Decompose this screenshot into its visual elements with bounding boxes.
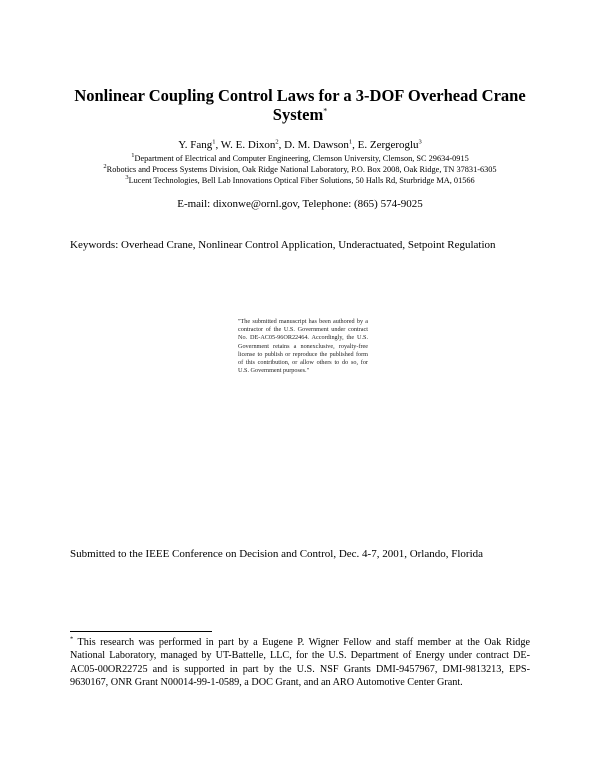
author-name: W. E. Dixon	[220, 139, 276, 151]
keywords: Keywords: Overhead Crane, Nonlinear Control Application, Underactuated, Setpoint Regulation	[70, 239, 496, 251]
author-name: Y. Fang	[178, 139, 213, 151]
author-affiliation-number: 1	[348, 138, 353, 146]
affiliation-line: $^1$Department of Electrical and Computer Engineering, Clemson University, Clemson, SC 29634-0915	[131, 152, 469, 163]
contact-info: E-mail: dixonwe@ornl.gov, Telephone: (865) 574-9025	[177, 198, 423, 210]
author-affiliation-number: 2	[275, 138, 279, 146]
footnote-marker: *	[70, 635, 74, 643]
author-name: D. M. Dawson	[284, 139, 349, 151]
footnote-text: This research was performed in part by a Eugene P. Wigner Fellow and staff member at the Oak Ridge National Laboratory, managed by UT-Battelle, LLC, for the U.S. Department of Energy under contract DE-AC05-00OR22725 and is supported in part by the U.S. NSF Grants DMI-9457967, DMI-9813213, EPS-9630167, ONR Grant N00014-99-1-0589, a DOC Grant, and an ARO Automotive Center Grant.	[70, 637, 530, 688]
affiliation-line: $^2$Robotics and Process Systems Division, Oak Ridge National Laboratory, P.O. Box 2008, Oak Ridge, TN 37831-6305	[103, 163, 497, 174]
title-footnote-marker: *	[323, 106, 328, 116]
copyright-notice: "The submitted manuscript has been authored by a contractor of the U.S. Government under contract No. DE-AC05-96OR22464. Accordingly, the U.S. Government retains a nonexclusive, royalty-free license to publish or reproduce the published form of this contribution, or allow others to do so, for U.S. Government purposes."	[238, 318, 368, 375]
affiliation-line: $^3$Lucent Technologies, Bell Lab Innovations Optical Fiber Solutions, 50 Halls Rd, Sturbridge MA, 01566	[125, 174, 475, 185]
author-affiliation-number: 3	[418, 138, 422, 146]
funding-footnote	[70, 636, 530, 689]
author-name: E. Zergeroglu	[357, 139, 419, 151]
submission-note: Submitted to the IEEE Conference on Decision and Control, Dec. 4-7, 2001, Orlando, Florida	[70, 548, 484, 560]
footnote-divider	[70, 631, 212, 632]
title-text: Nonlinear Coupling Control Laws for a 3-DOF Overhead Crane System	[74, 86, 526, 124]
author-list: Y. Fang$^1$, W. E. Dixon$^2$, D. M. Dawson$^1$, E. Zergeroglu$^3$	[178, 138, 422, 151]
paper-title	[60, 86, 540, 124]
author-affiliation-number: 1	[212, 138, 216, 146]
